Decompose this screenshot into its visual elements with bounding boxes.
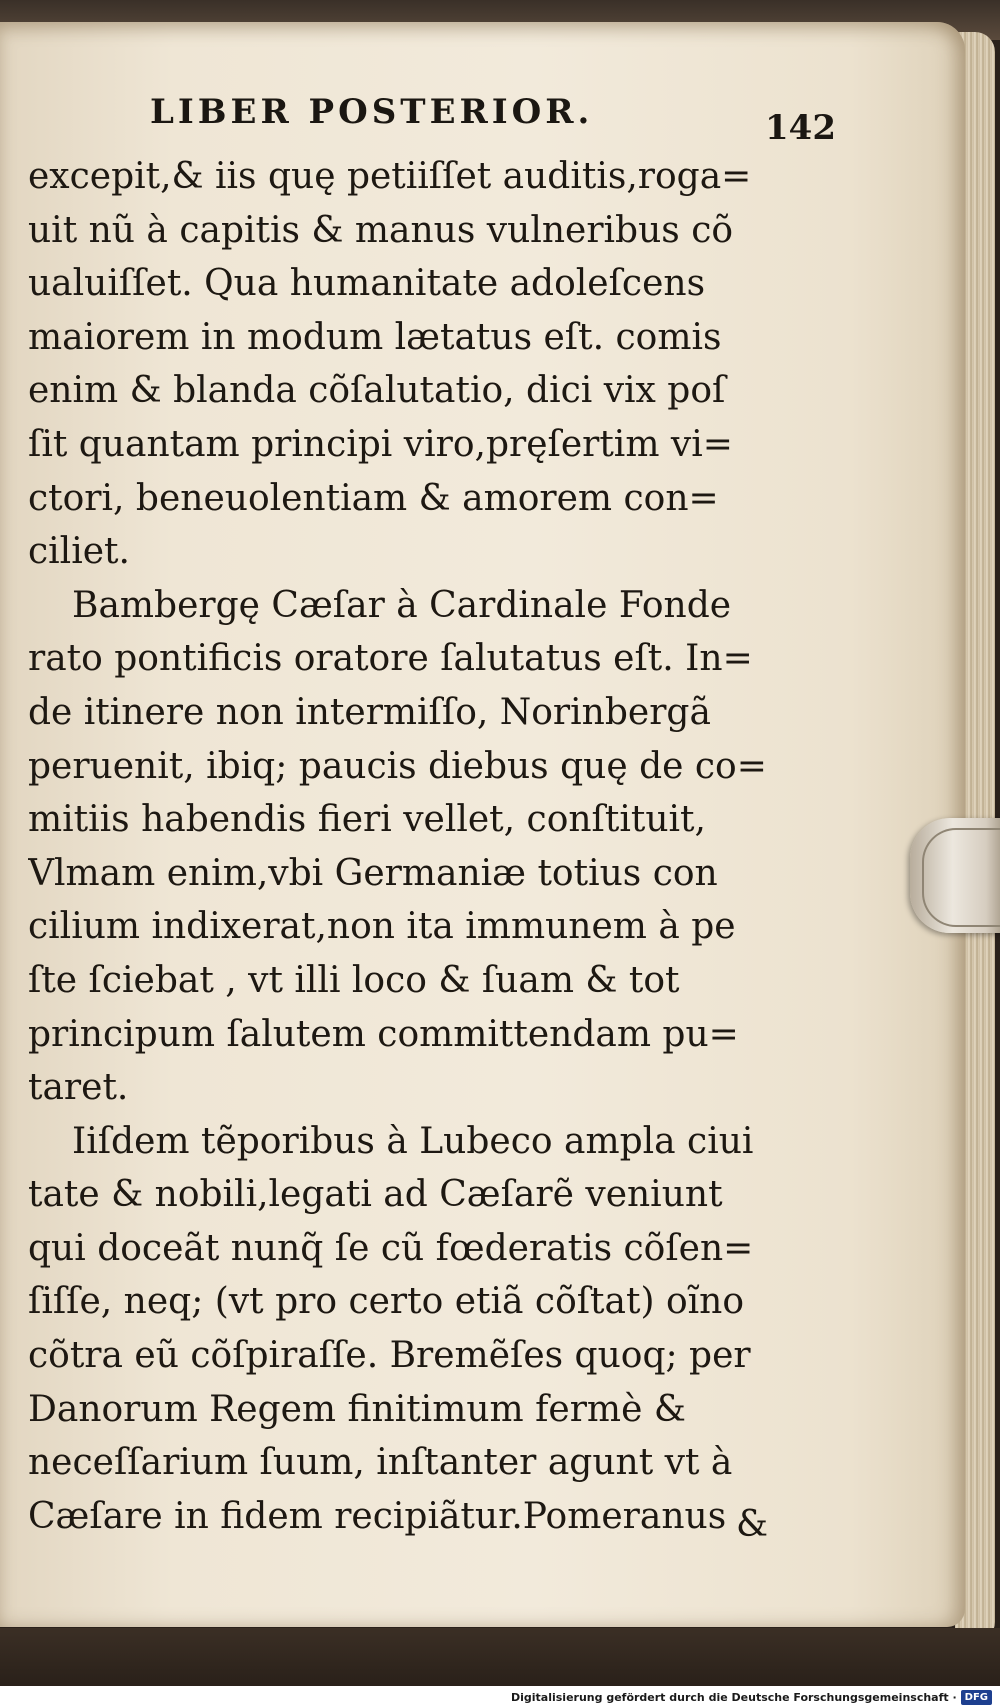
text-line: peruenit, ibiq; paucis diebus quę de co= [28, 745, 767, 787]
text-line: uit nũ à capitis & manus vulneribus cõ [28, 209, 734, 251]
text-line: cõtra eũ cõſpiraſſe. Bremẽſes quoq; per [28, 1335, 751, 1377]
text-line: Iiſdem tẽporibus à Lubeco ampla ciui [72, 1120, 754, 1162]
credit-text: Digitalisierung gefördert durch die Deutsche Forschungsgemeinschaft · [510, 1690, 957, 1704]
text-line: taret. [28, 1067, 129, 1109]
page-clip-inner [922, 828, 1000, 927]
text-line: principum ſalutem committendam pu= [28, 1013, 739, 1055]
credit-bar [0, 1686, 1000, 1708]
text-line: maiorem in modum lætatus eſt. comis [28, 316, 722, 358]
text-line: rato pontificis oratore ſalutatus eſt. In= [28, 638, 753, 680]
text-line: ſte ſciebat , vt illi loco & ſuam & tot [28, 959, 680, 1001]
text-line: Bambergę Cæſar à Cardinale Fonde [72, 584, 732, 626]
page-number: 142 [765, 108, 836, 148]
text-line: ctori, beneuolentiam & amorem con= [28, 477, 719, 519]
text-line: neceſſarium ſuum, inſtanter agunt vt à [28, 1442, 733, 1484]
text-line: ualuiſſet. Qua humanitate adoleſcens [28, 263, 706, 305]
text-line: ſit quantam principi viro,pręſertim vi= [28, 423, 733, 465]
text-line: de itinere non intermiſſo, Norinbergã [28, 691, 711, 733]
text-line: mitiis habendis fieri vellet, conſtituit, [28, 799, 706, 841]
text-line: Cæſare in fidem recipiãtur.Pomeranus [28, 1495, 727, 1537]
catchword: & [735, 1504, 768, 1545]
text-line: ſiſſe, neq; (vt pro certo etiã cõſtat) oĩno [28, 1281, 744, 1323]
text-line: ciliet. [28, 531, 130, 573]
text-line: tate & nobili,legati ad Cæſarẽ veniunt [28, 1174, 723, 1216]
text-line: cilium indixerat,non ita immunem à pe [28, 906, 736, 948]
text-line: Danorum Regem finitimum fermè & [28, 1388, 686, 1430]
text-block [28, 150, 768, 1543]
text-line: qui doceãt nunq̃ ſe cũ fœderatis cõſen= [28, 1227, 754, 1269]
dfg-logo: DFG [961, 1690, 992, 1705]
text-line: enim & blanda cõſalutatio, dici vix poſ [28, 370, 726, 412]
catchword-wrap [0, 1498, 768, 1552]
running-head: LIBER POSTERIOR. [150, 92, 594, 132]
text-line: Vlmam enim,vbi Germaniæ totius con [28, 852, 718, 894]
text-line: excepit,& iis quę petiiſſet auditis,roga= [28, 156, 752, 197]
